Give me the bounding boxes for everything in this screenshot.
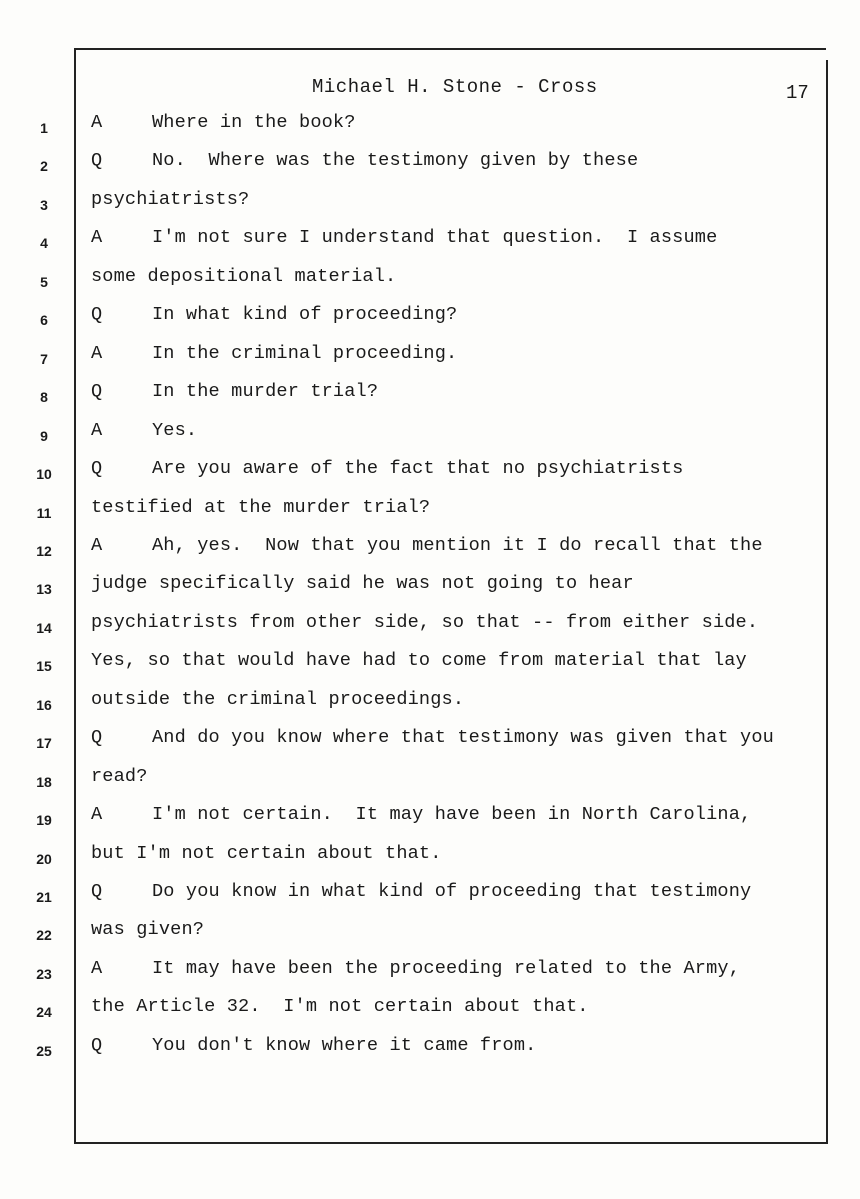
transcript-line bbox=[0, 571, 860, 609]
line-number: 2 bbox=[40, 158, 48, 175]
line-body: but I'm not certain about that. bbox=[91, 842, 442, 864]
line-number: 6 bbox=[40, 312, 48, 329]
line-body: Are you aware of the fact that no psychiatrists bbox=[152, 458, 684, 480]
line-number: 9 bbox=[40, 427, 48, 444]
line-body: In the criminal proceeding. bbox=[152, 342, 458, 364]
line-body: the Article 32. I'm not certain about that. bbox=[91, 996, 589, 1018]
transcript-line bbox=[0, 994, 860, 1032]
transcript-line bbox=[0, 725, 860, 763]
line-text bbox=[91, 727, 774, 748]
transcript-line bbox=[0, 610, 860, 648]
speaker-label: Q bbox=[91, 1034, 103, 1056]
transcript-line bbox=[0, 341, 860, 379]
line-body: It may have been the proceeding related to the Army, bbox=[152, 957, 741, 979]
line-body: I'm not certain. It may have been in North Carolina, bbox=[152, 804, 752, 826]
line-number: 17 bbox=[36, 735, 52, 752]
line-text bbox=[91, 112, 356, 133]
speaker-label: A bbox=[91, 957, 103, 979]
transcript-line bbox=[0, 456, 860, 494]
line-number: 16 bbox=[36, 696, 52, 713]
page-border-top bbox=[74, 48, 826, 50]
line-body: outside the criminal proceedings. bbox=[91, 688, 465, 710]
line-text bbox=[91, 497, 430, 518]
line-body: Yes, so that would have had to come from material that lay bbox=[91, 650, 747, 672]
transcript-line bbox=[0, 533, 860, 571]
line-body: read? bbox=[91, 765, 148, 787]
line-number: 4 bbox=[40, 235, 48, 252]
line-number: 22 bbox=[36, 927, 52, 944]
line-text bbox=[91, 573, 634, 594]
transcript-line bbox=[0, 187, 860, 225]
line-number: 19 bbox=[36, 812, 52, 829]
line-text bbox=[91, 1035, 536, 1056]
speaker-label: A bbox=[91, 112, 103, 133]
line-number: 25 bbox=[36, 1042, 52, 1059]
line-number: 15 bbox=[36, 658, 52, 675]
transcript-line bbox=[0, 879, 860, 917]
line-number: 21 bbox=[36, 889, 52, 905]
line-body: In the murder trial? bbox=[152, 381, 379, 403]
line-body: judge specifically said he was not going to hear bbox=[91, 573, 634, 595]
line-number: 12 bbox=[36, 542, 52, 559]
speaker-label: Q bbox=[91, 881, 103, 902]
line-number: 24 bbox=[36, 1004, 52, 1021]
line-number: 20 bbox=[36, 850, 52, 867]
transcript-line bbox=[0, 687, 860, 725]
speaker-label: A bbox=[91, 419, 103, 441]
line-body: And do you know where that testimony was given that you bbox=[152, 727, 774, 749]
transcript-line bbox=[0, 917, 860, 955]
transcript-line bbox=[0, 225, 860, 263]
line-text bbox=[91, 535, 763, 556]
transcript-line bbox=[0, 495, 860, 533]
transcript-line bbox=[0, 802, 860, 840]
line-number: 3 bbox=[40, 196, 48, 213]
line-body: some depositional material. bbox=[91, 265, 397, 287]
speaker-label: Q bbox=[91, 150, 103, 172]
speaker-label: Q bbox=[91, 381, 103, 403]
line-text bbox=[91, 958, 740, 979]
page-number: 17 bbox=[786, 82, 809, 104]
line-number: 5 bbox=[40, 273, 48, 290]
line-body: In what kind of proceeding? bbox=[152, 304, 458, 326]
line-text bbox=[91, 304, 457, 325]
line-text bbox=[91, 343, 457, 364]
transcript-line bbox=[0, 110, 860, 148]
speaker-label: Q bbox=[91, 458, 103, 480]
line-text bbox=[91, 650, 747, 671]
line-body: testified at the murder trial? bbox=[91, 496, 431, 518]
page-border-bottom bbox=[74, 1142, 828, 1144]
line-body: I'm not sure I understand that question. I assume bbox=[152, 227, 718, 249]
line-text bbox=[91, 881, 751, 902]
line-text bbox=[91, 919, 204, 940]
line-text bbox=[91, 843, 442, 864]
transcript-line bbox=[0, 648, 860, 686]
transcript-line bbox=[0, 302, 860, 340]
line-text bbox=[91, 804, 751, 825]
transcript-line bbox=[0, 841, 860, 879]
line-text bbox=[91, 766, 148, 787]
line-number: 7 bbox=[40, 350, 48, 367]
line-text bbox=[91, 266, 396, 287]
line-body: Ah, yes. Now that you mention it I do recall that the bbox=[152, 534, 763, 556]
line-number: 10 bbox=[36, 466, 52, 483]
speaker-label: A bbox=[91, 804, 103, 826]
line-number: 23 bbox=[36, 965, 52, 982]
transcript-line bbox=[0, 264, 860, 302]
transcript-line bbox=[0, 1033, 860, 1071]
line-body: psychiatrists from other side, so that -- from either side. bbox=[91, 611, 759, 633]
line-text bbox=[91, 996, 589, 1017]
speaker-label: A bbox=[91, 534, 103, 556]
transcript-line bbox=[0, 418, 860, 456]
line-body: Where in the book? bbox=[152, 112, 356, 133]
line-text bbox=[91, 150, 638, 171]
line-body: You don't know where it came from. bbox=[152, 1034, 537, 1056]
line-number: 14 bbox=[36, 619, 52, 636]
transcript-line bbox=[0, 148, 860, 186]
line-text bbox=[91, 689, 464, 710]
line-body: psychiatrists? bbox=[91, 188, 250, 210]
line-number: 13 bbox=[36, 581, 52, 598]
speaker-label: A bbox=[91, 227, 103, 249]
page-header-title: Michael H. Stone - Cross bbox=[312, 76, 598, 98]
line-text bbox=[91, 458, 683, 479]
transcript-line bbox=[0, 379, 860, 417]
line-text bbox=[91, 612, 758, 633]
speaker-label: Q bbox=[91, 727, 103, 749]
transcript-line bbox=[0, 956, 860, 994]
line-body: was given? bbox=[91, 919, 205, 941]
line-body: No. Where was the testimony given by these bbox=[152, 150, 639, 172]
line-body: Yes. bbox=[152, 419, 198, 441]
line-number: 8 bbox=[40, 389, 48, 406]
transcript-line bbox=[0, 764, 860, 802]
speaker-label: Q bbox=[91, 304, 103, 326]
line-text bbox=[91, 381, 378, 402]
line-text bbox=[91, 420, 197, 441]
line-text bbox=[91, 189, 249, 210]
line-text bbox=[91, 227, 717, 248]
line-number: 1 bbox=[40, 120, 48, 136]
speaker-label: A bbox=[91, 342, 103, 364]
line-number: 18 bbox=[36, 773, 52, 790]
line-number: 11 bbox=[36, 504, 52, 521]
line-body: Do you know in what kind of proceeding that testimony bbox=[152, 881, 752, 902]
